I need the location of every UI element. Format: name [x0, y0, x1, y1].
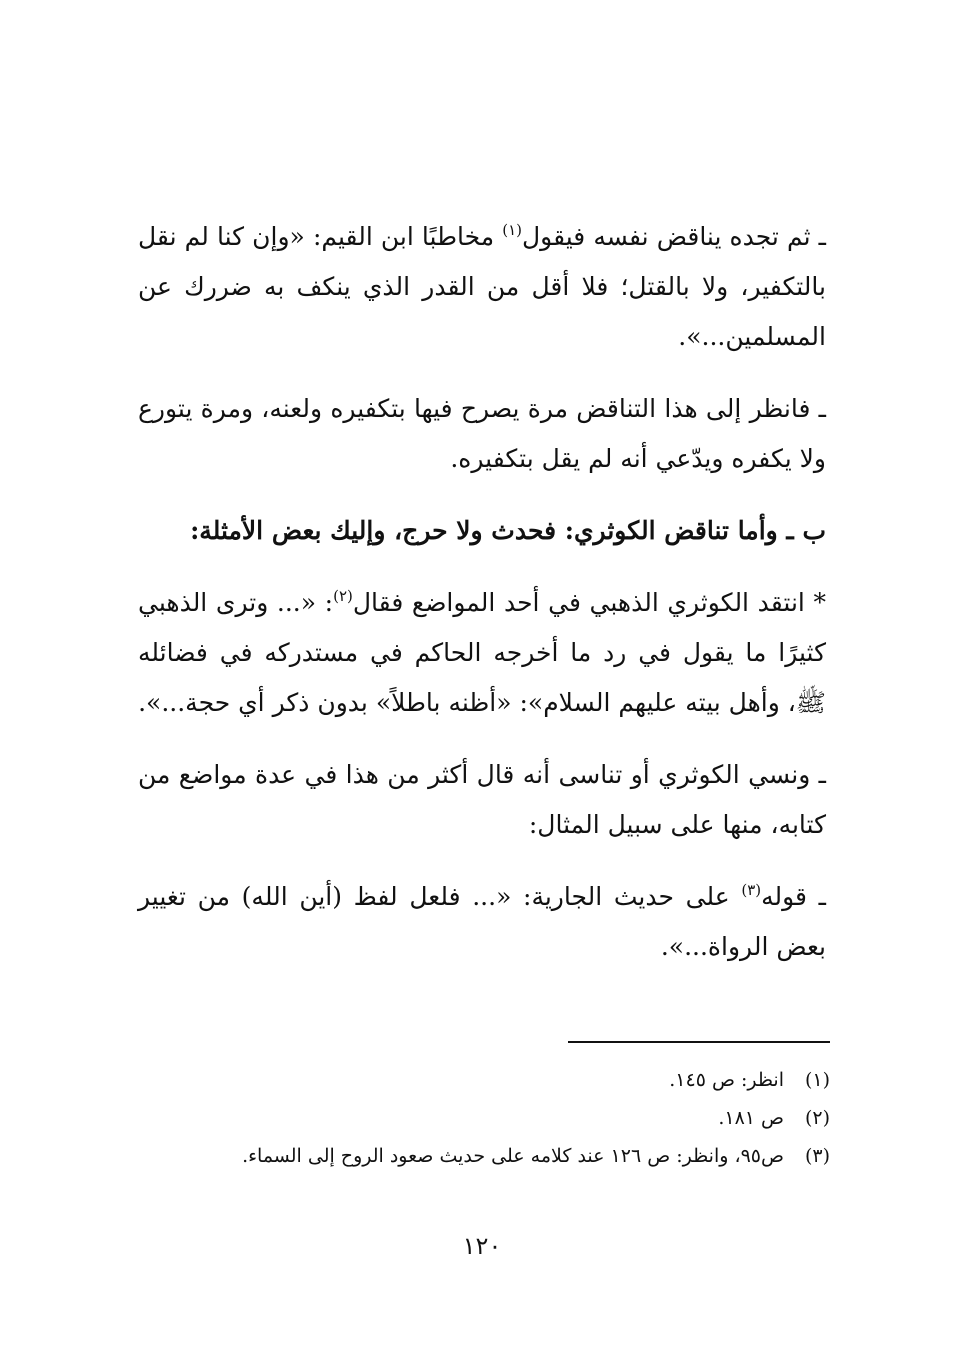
main-text: [138, 212, 826, 972]
footnote-number: (١): [804, 1069, 830, 1091]
paragraph-contradiction-ibn-qayyim: [138, 212, 826, 362]
page-number: ١٢٠: [462, 1232, 502, 1260]
footnote-text: ص٩٥، وانظر: ص ١٢٦ عند كلامه على حديث صعود الروح إلى السماء.: [242, 1145, 784, 1167]
paragraph-text: ـ قوله: [761, 882, 826, 911]
footnote-text: ص ١٨١.: [718, 1107, 784, 1129]
footnote-number: (٣): [804, 1145, 830, 1167]
paragraph-text: مخاطبًا ابن القيم: «وإن كنا لم نقل بالتكفير، ولا بالقتل؛ فلا أقل من القدر الذي ينكف به ضررك عن المسلمين...».: [138, 222, 826, 351]
paragraph-jariya-hadith: [138, 872, 826, 972]
paragraph-forgot-or-feigned: ـ ونسي الكوثري أو تناسى أنه قال أكثر من هذا في عدة مواضع من كتابه، منها على سبيل المثال:: [138, 760, 826, 839]
paragraph-look-at-contradiction: ـ فانظر إلى هذا التناقض مرة يصرح فيها بتكفيره ولعنه، ومرة يتورع ولا يكفره ويدّعي أنه لم يقل بتكفيره.: [138, 394, 826, 473]
footnotes: [138, 1062, 830, 1174]
footnote-number: (٢): [804, 1107, 830, 1129]
footnote-3: [138, 1138, 830, 1174]
section-heading-kawthari-contradiction: ب ـ وأما تناقض الكوثري: فحدث ولا حرج، وإليك بعض الأمثلة:: [190, 516, 826, 545]
paragraph-text: : «... وترى الذهبي كثيرًا ما يقول في رد ما أخرجه الحاكم في مستدركه في فضائله ﷺ، وأهل بيته عليهم السلام»: «أظنه باطلاً» بدون ذكر أي حجة...».: [138, 588, 826, 717]
footnote-1: [138, 1062, 830, 1098]
footnote-separator: [568, 1041, 830, 1043]
footnote-ref-1: (١): [502, 221, 522, 239]
paragraph-text: على حديث الجارية: «... فلعل لفظ (أين الله) من تغيير بعض الرواة...».: [138, 882, 826, 961]
paragraph-text: * انتقد الكوثري الذهبي في أحد المواضع فقال: [352, 588, 826, 617]
footnote-ref-3: (٣): [741, 881, 762, 899]
paragraph-text: ـ ثم تجده يناقض نفسه فيقول: [522, 222, 826, 251]
paragraph-dhahabi-criticism: [138, 578, 826, 728]
footnote-2: [138, 1100, 830, 1136]
footnote-text: انظر: ص ١٤٥.: [669, 1069, 784, 1091]
footnote-ref-2: (٢): [333, 587, 353, 605]
